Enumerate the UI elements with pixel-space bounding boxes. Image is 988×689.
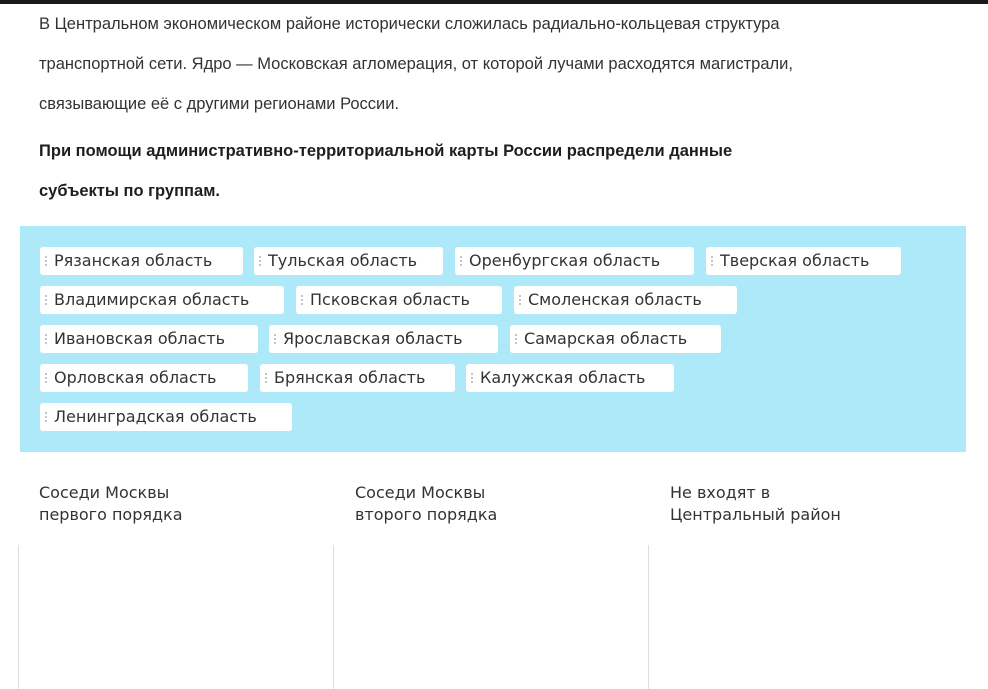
chip-label: Ивановская область <box>54 329 226 348</box>
column-title-line: Центральный район <box>670 505 841 524</box>
drag-handle-icon <box>519 294 521 306</box>
chip-label: Владимирская область <box>54 290 250 309</box>
draggable-chip-tver[interactable] <box>706 247 901 275</box>
task-instruction <box>39 131 959 211</box>
drag-handle-icon <box>45 333 47 345</box>
chip-label: Ленинградская область <box>54 407 257 426</box>
chip-label: Самарская область <box>524 329 688 348</box>
column-title-line: Соседи Москвы <box>39 483 170 502</box>
draggable-chip-pskov[interactable] <box>296 286 502 314</box>
draggable-chip-tula[interactable] <box>254 247 443 275</box>
drag-handle-icon <box>265 372 267 384</box>
intro-line: В Центральном экономическом районе исторически сложилась радиально-кольцевая структура <box>39 15 780 33</box>
drop-zone-not-central[interactable] <box>648 545 967 689</box>
chip-label: Тульская область <box>268 251 418 270</box>
draggable-chip-oryol[interactable] <box>40 364 248 392</box>
drop-zone-first-order[interactable] <box>18 545 334 689</box>
draggable-chip-kaluga[interactable] <box>466 364 674 392</box>
answer-bank <box>20 226 966 452</box>
draggable-chip-leningrad[interactable] <box>40 403 292 431</box>
intro-text <box>39 4 959 124</box>
drag-handle-icon <box>471 372 473 384</box>
draggable-chip-bryansk[interactable] <box>260 364 455 392</box>
chip-label: Орловская область <box>54 368 217 387</box>
drag-handle-icon <box>301 294 303 306</box>
intro-line: транспортной сети. Ядро — Московская агломерация, от которой лучами расходятся магистрали, <box>39 55 793 73</box>
drag-handle-icon <box>274 333 276 345</box>
draggable-chip-ryazan[interactable] <box>40 247 243 275</box>
drag-handle-icon <box>45 294 47 306</box>
draggable-chip-orenburg[interactable] <box>455 247 694 275</box>
draggable-chip-ivanovo[interactable] <box>40 325 258 353</box>
chip-label: Тверская область <box>720 251 870 270</box>
drag-handle-icon <box>460 255 462 267</box>
drag-handle-icon <box>45 255 47 267</box>
drag-handle-icon <box>515 333 517 345</box>
draggable-chip-smolensk[interactable] <box>514 286 737 314</box>
chip-label: Ярославская область <box>283 329 463 348</box>
drag-handle-icon <box>711 255 713 267</box>
chip-label: Рязанская область <box>54 251 213 270</box>
column-title-line: первого порядка <box>39 505 183 524</box>
chip-label: Смоленская область <box>528 290 702 309</box>
chip-label: Брянская область <box>274 368 426 387</box>
chip-label: Оренбургская область <box>469 251 661 270</box>
draggable-chip-samara[interactable] <box>510 325 721 353</box>
chip-label: Калужская область <box>480 368 646 387</box>
column-title-line: Соседи Москвы <box>355 483 486 502</box>
column-title-line: второго порядка <box>355 505 498 524</box>
intro-line: связывающие её с другими регионами России. <box>39 95 400 113</box>
draggable-chip-vladimir[interactable] <box>40 286 284 314</box>
column-title-not-central <box>670 482 930 526</box>
drag-handle-icon <box>45 411 47 423</box>
column-title-line: Не входят в <box>670 483 771 502</box>
draggable-chip-yaroslavl[interactable] <box>269 325 498 353</box>
drag-handle-icon <box>45 372 47 384</box>
column-title-second-order <box>355 482 615 526</box>
task-line: субъекты по группам. <box>39 182 220 200</box>
chip-label: Псковская область <box>310 290 470 309</box>
drag-handle-icon <box>259 255 261 267</box>
drop-zone-second-order[interactable] <box>333 545 649 689</box>
task-line: При помощи административно-территориальной карты России распредели данные <box>39 142 733 160</box>
column-title-first-order <box>39 482 299 526</box>
